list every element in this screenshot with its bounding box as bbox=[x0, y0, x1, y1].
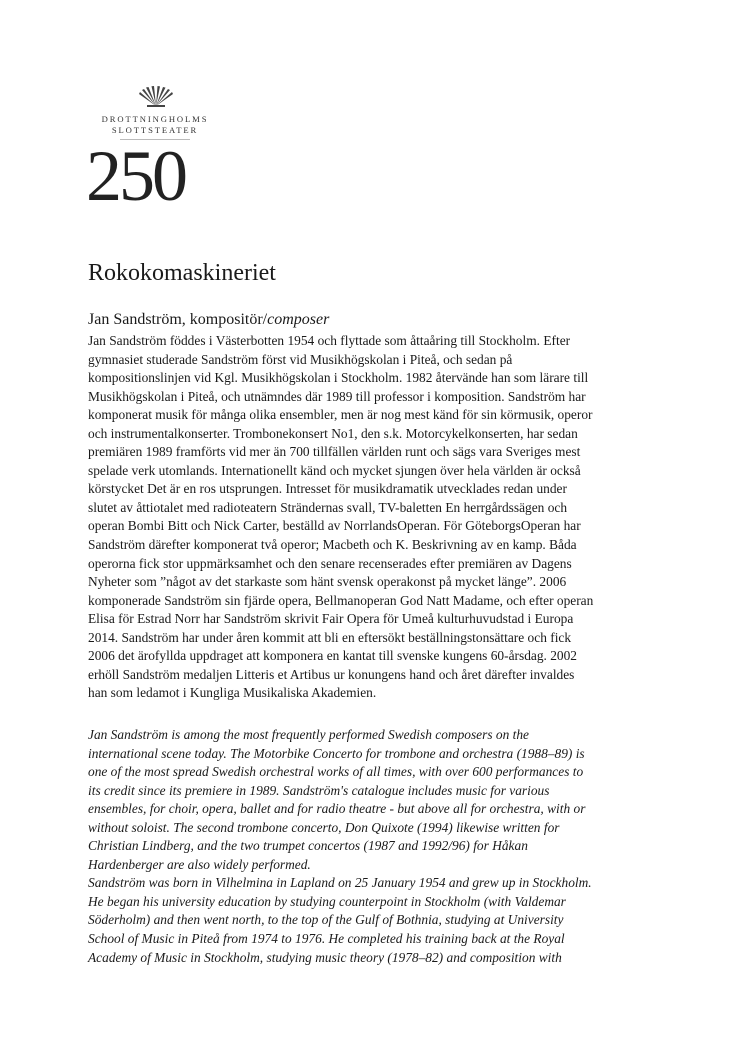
logo-text-line1: DROTTNINGHOLMS bbox=[101, 114, 209, 124]
text-line: han som ledamot i Kungliga Musikaliska Akademien. bbox=[88, 685, 377, 701]
text-line: Nyheter som ”något av det starkaste som hänt svensk operakonst på mycket länge”. 2006 bbox=[88, 574, 567, 590]
fan-icon bbox=[136, 86, 176, 108]
text-line: ensembles, for choir, opera, ballet and for radio theatre - but above all for orchestra, with or bbox=[88, 801, 586, 817]
anniversary-number: 250 bbox=[86, 136, 185, 216]
text-line: Söderholm) and then went north, to the top of the Gulf of Bothnia, studying at University bbox=[88, 912, 564, 928]
composer-role-en: composer bbox=[267, 311, 330, 328]
text-line: School of Music in Piteå from 1974 to 1976. He completed his training back at the Royal bbox=[88, 931, 565, 947]
text-line: erhöll Sandström medaljen Litteris et Artibus ur konungens hand och året därefter invaldes bbox=[88, 666, 575, 682]
text-line: och instrumentalkonserter. Trombonekonsert No1, den s.k. Motorcykelkonserten, har sedan bbox=[88, 425, 578, 441]
text-line: Jan Sandström is among the most frequently performed Swedish composers on the bbox=[88, 727, 529, 742]
text-line: its credit since its premiere in 1989. Sandström's catalogue includes music for various bbox=[88, 782, 550, 798]
text-line: gymnasiet studerade Sandström först vid Musikhögskolan i Piteå, och sedan på bbox=[88, 351, 513, 367]
text-line: operan Bombi Bitt och Nick Carter, beställd av NorrlandsOperan. För GöteborgsOperan har bbox=[88, 518, 581, 534]
text-line: slutet av åttiotalet med radioteatern Strändernas svall, TV-baletten En herrgårdssägen och bbox=[88, 499, 568, 515]
text-line: 2014. Sandström har under åren kommit att bli en eftersökt beställningstonsättare och fick bbox=[88, 629, 572, 645]
text-line: premiären 1989 framförts vid mer än 700 tillfällen världen runt och sägs vara Sveriges mest bbox=[88, 444, 581, 460]
swedish-biography bbox=[88, 332, 668, 703]
text-line: Musikhögskolan i Piteå, och utnämndes där 1989 till professor i komposition. Sandström har bbox=[88, 388, 586, 404]
english-biography bbox=[88, 726, 668, 967]
text-line: spelade verk utomlands. Internationellt känd och mycket sjungen över hela världen är också bbox=[88, 462, 581, 478]
text-line: Academy of Music in Stockholm, studying music theory (1978–82) and composition with bbox=[88, 949, 562, 965]
text-line: Elisa för Estrad Norr har Sandström skrivit Fair Opera för Umeå kulturhuvudstad i Europa bbox=[88, 611, 574, 627]
text-line: international scene today. The Motorbike Concerto for trombone and orchestra (1988–89) is bbox=[88, 745, 585, 761]
page-subtitle bbox=[88, 310, 329, 330]
theatre-logo bbox=[88, 86, 222, 216]
composer-name: Jan Sandström, kompositör/ bbox=[88, 311, 268, 328]
text-line: one of the most spread Swedish orchestral works of all times, with over 600 performances to bbox=[88, 764, 584, 780]
text-line: He began his university education by studying counterpoint in Stockholm (with Valdemar bbox=[88, 893, 566, 909]
text-line: kompositionslinjen vid Kgl. Musikhögskolan i Stockholm. 1982 återvände han som lärare till bbox=[88, 370, 589, 386]
text-line: körstycket Det är en ros utsprungen. Intresset för musikdramatik utvecklades redan under bbox=[88, 481, 567, 497]
text-line: operorna fick stor uppmärksamhet och den senare recenserades efter premiären av Dagens bbox=[88, 555, 572, 571]
text-line: without soloist. The second trombone concerto, Don Quixote (1994) likewise written for bbox=[88, 819, 560, 835]
logo-text-line2: SLOTTSTEATER bbox=[111, 125, 199, 135]
page-title: Rokokomaskineriet bbox=[88, 260, 276, 286]
text-line: 2006 det ärofyllda uppdraget att komponera en kantat till svenske kungens 60-årsdag. 2002 bbox=[88, 648, 577, 664]
text-line: Sandström därefter komponerat två operor; Macbeth och K. Beskrivning av en kamp. Båda bbox=[88, 537, 577, 553]
text-line: Hardenberger are also widely performed. bbox=[88, 856, 311, 872]
text-line: Jan Sandström föddes i Västerbotten 1954 och flyttade som åttaåring till Stockholm. Efter bbox=[88, 333, 571, 348]
text-line: komponerade Sandström sin fjärde opera, Bellmanoperan God Natt Madame, och efter operan bbox=[88, 592, 594, 608]
text-line: Sandström was born in Vilhelmina in Lapland on 25 January 1954 and grew up in Stockholm. bbox=[88, 875, 592, 891]
text-line: komponerat musik för många olika ensembler, men är nog mest känd för sin körmusik, operor bbox=[88, 407, 593, 423]
text-line: Christian Lindberg, and the two trumpet concertos (1987 and 1992/96) for Håkan bbox=[88, 838, 528, 854]
